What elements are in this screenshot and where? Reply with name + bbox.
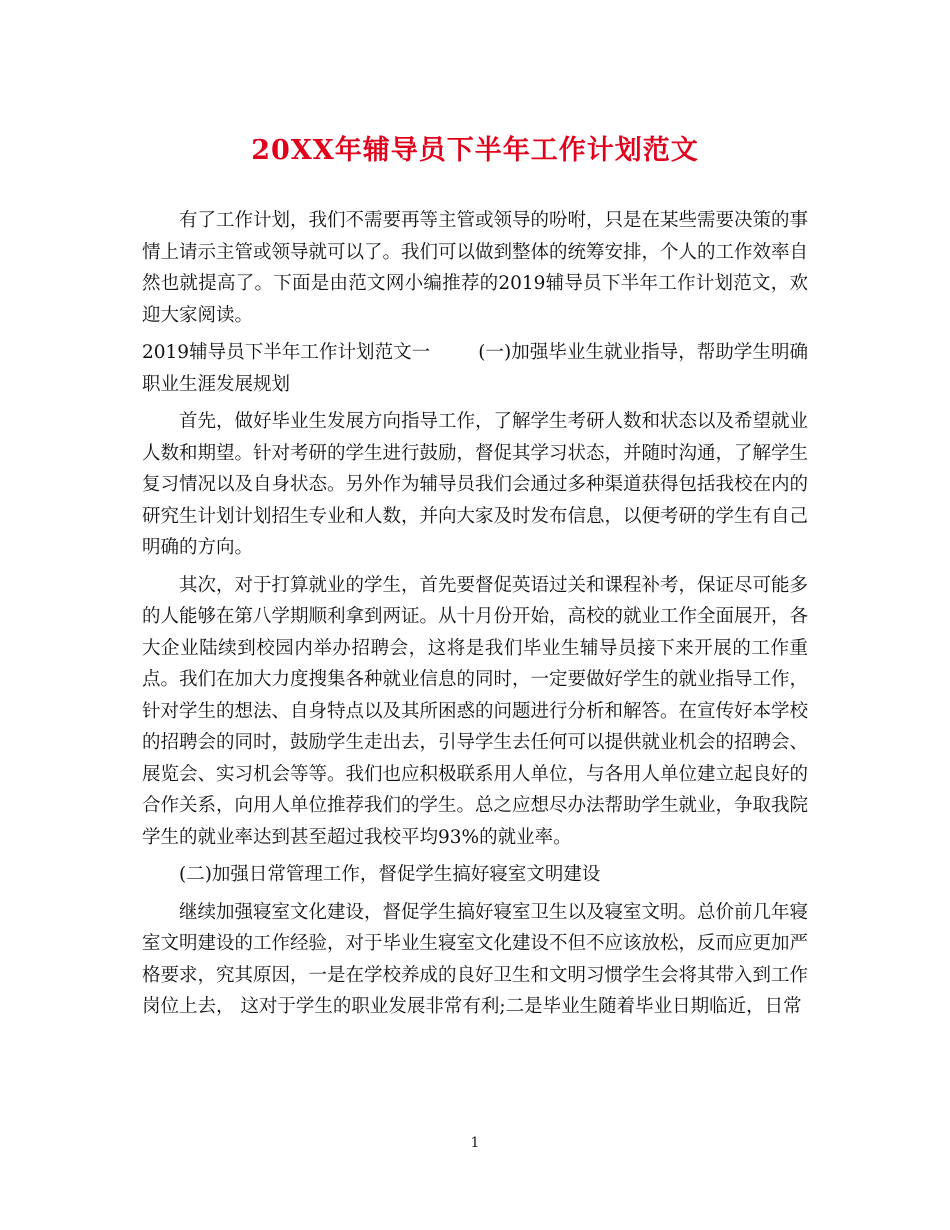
subsection-heading-two: (二)加强日常管理工作，督促学生搞好寝室文明建设 — [179, 864, 601, 885]
subsection-heading: (一)加强毕业生就业指导，帮助学生明确职业生涯发展规划 — [142, 342, 808, 395]
section-heading-line — [142, 337, 808, 400]
document-title: 20XX年辅导员下半年工作计划范文 — [251, 135, 699, 166]
paragraph-first: 首先，做好毕业生发展方向指导工作，了解学生考研人数和状态以及希望就业人数和期望。针对考研的学生进行鼓励，督促其学习状态，并随时沟通，了解学生复习情况以及自身状态。另外作为辅导员我们会通过多种渠道获得包括我校在内的研究生计划计划招生专业和人数，并向大家及时发布信息，以便考研的学生有自己明确的方向。 — [142, 411, 809, 558]
page-number: 1 — [470, 1135, 480, 1151]
paragraph-third: 继续加强寝室文化建设，督促学生搞好寝室卫生以及寝室文明。总价前几年寝室文明建设的工作经验，对于毕业生寝室文化建设不但不应该放松，反而应更加严格要求，究其原因，一是在学校养成的良好卫生和文明习惯学生会将其带入到工作岗位上去， 这对于学生的职业发展非常有利;二是毕业生随着毕业日期临近，日常 — [142, 901, 809, 1017]
intro-paragraph: 有了工作计划，我们不需要再等主管或领导的吩咐，只是在某些需要决策的事情上请示主管或领导就可以了。我们可以做到整体的统筹安排，个人的工作效率自然也就提高了。下面是由范文网小编推荐的2019辅导员下半年工作计划范文，欢迎大家阅读。 — [142, 210, 809, 326]
paragraph-second: 其次，对于打算就业的学生，首先要督促英语过关和课程补考，保证尽可能多的人能够在第八学期顺利拿到两证。从十月份开始，高校的就业工作全面展开，各大企业陆续到校园内举办招聘会，这将是我们毕业生辅导员接下来开展的工作重点。我们在加大力度搜集各种就业信息的同时，一定要做好学生的就业指导工作，针对学生的想法、自身特点以及其所困惑的问题进行分析和解答。在宣传好本学校的招聘会的同时，鼓励学生走出去，引导学生去任何可以提供就业机会的招聘会、展览会、实习机会等等。我们也应积极联系用人单位，与各用人单位建立起良好的合作关系，向用人单位推荐我们的学生。总之应想尽办法帮助学生就业，争取我院学生的就业率达到甚至超过我校平均93%的就业率。 — [142, 574, 809, 848]
document-body — [142, 205, 808, 1029]
section-heading: 2019辅导员下半年工作计划范文一 — [142, 342, 431, 363]
